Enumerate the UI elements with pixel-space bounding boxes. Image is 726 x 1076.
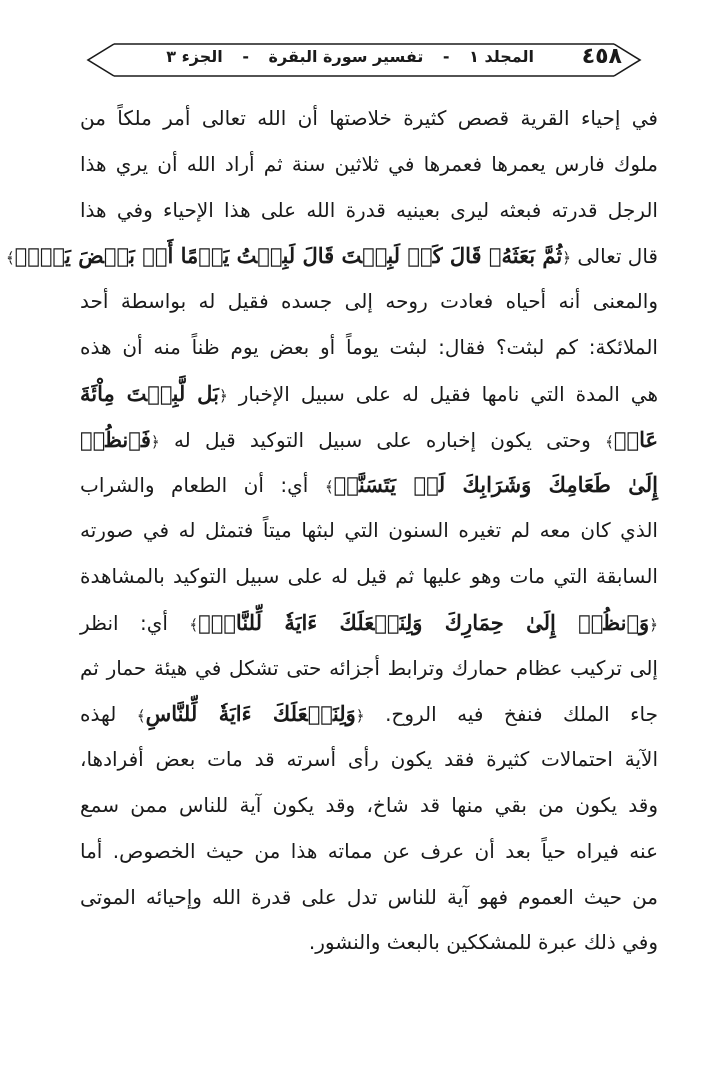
verse-close-ornament: ﴾ <box>189 615 199 634</box>
verse-open-ornament: ﴿ <box>150 432 160 451</box>
quran-verse: بَل لَّبِثۡتَ مِاْئَةَ <box>80 380 219 406</box>
quran-verse: وَٱنظُرۡ إِلَىٰ حِمَارِكَ وَلِنَجۡعَلَكَ ءَايَةٗ لِّلنَّاسِۖ <box>198 609 650 635</box>
quran-verse: عَامٖ <box>613 426 658 452</box>
quran-verse: فَٱنظُرۡ <box>80 426 151 452</box>
text-line <box>80 279 658 325</box>
line-text: الآية احتمالات كثيرة فقد يكون رأى أسرته قد مات بعض أفرادها، <box>80 747 658 772</box>
text-line <box>80 462 658 508</box>
header-separator: - <box>442 47 450 66</box>
text-line <box>80 829 658 875</box>
verse-open-ornament: ﴿ <box>218 386 228 405</box>
line-text: أي: أن الطعام والشراب <box>80 473 309 498</box>
text-line <box>80 371 658 417</box>
line-text: وفي ذلك عبرة للمشككين بالبعث والنشور. <box>308 930 658 955</box>
text-line <box>80 875 658 921</box>
verse-open-ornament: ﴿ <box>649 615 658 634</box>
header-separator: - <box>242 47 249 66</box>
line-text: أي: انظر <box>80 610 168 635</box>
line-text: وحتى يكون إخباره على سبيل التوكيد قيل له <box>173 427 591 452</box>
text-line <box>80 554 658 600</box>
line-text: وقد يكون من بقي منها قد شاخ، وقد يكون آية للناس ممن سمع <box>80 792 658 817</box>
verse-open-ornament: ﴿ <box>355 707 365 726</box>
quran-verse: ثُمَّ بَعَثَهُۥ قَالَ كَمۡ لَبِثۡتَ قَالَ لَبِثۡتُ يَوۡمًا أَوۡ بَعۡضَ يَوۡمٖ <box>14 243 563 269</box>
line-text: جاء الملك فنفخ فيه الروح. <box>385 702 659 727</box>
volume-label: المجلد ١ <box>469 47 534 66</box>
line-text: عنه فيراه حياً بعد أن عرف عن مماته هذا من حيث الخصوص. أما <box>80 838 658 863</box>
verse-close-ornament: ﴾ <box>324 478 334 497</box>
text-line <box>80 646 658 692</box>
part-label: الجزء ٣ <box>166 47 223 66</box>
line-text: ملوك فارس يعمرها فعمرها في ثلاثين سنة ثم أراد الله أن يري هذا <box>80 151 658 176</box>
verse-close-ornament: ﴾ <box>605 432 614 451</box>
running-head-text <box>166 47 534 66</box>
line-text: السابقة التي مات وهو عليها ثم قيل له على سبيل التوكيد بالمشاهدة <box>80 563 658 588</box>
quran-verse: وَلِنَجۡعَلَكَ ءَايَةٗ لِّلنَّاسِ <box>145 701 356 727</box>
book-title: تفسير سورة البقرة <box>268 47 424 66</box>
line-text: هي المدة التي نامها فقيل له على سبيل الإخبار <box>238 381 659 406</box>
text-line <box>80 508 658 554</box>
running-header <box>84 40 644 80</box>
line-text: والمعنى أنه أحياه فعادت روحه إلى جسده فقيل له بواسطة أحد <box>80 289 658 314</box>
text-line <box>80 188 658 234</box>
line-text: لهذه <box>80 702 117 727</box>
quran-verse: إِلَىٰ طَعَامِكَ وَشَرَابِكَ لَمۡ يَتَسَنَّهۡ <box>333 472 658 498</box>
line-text: الذي كان معه لم تغيره السنون التي لبثها ميتاً فتمثل له في صورته <box>80 518 658 543</box>
line-text: الملائكة: كم لبثت؟ فقال: لبثت يوماً أو بعض يوم ظناً منه أن هذه <box>80 334 658 359</box>
line-text: في إحياء القرية قصص كثيرة خلاصتها أن الله تعالى أمر ملكاً من <box>80 106 658 130</box>
text-line <box>80 417 658 463</box>
page-body <box>5 96 659 966</box>
line-text: الرجل قدرته فبعثه ليرى بعينيه قدرة الله على هذا الإحياء وفي هذا <box>80 197 658 222</box>
verse-close-ornament: ﴾ <box>5 249 15 268</box>
line-text: من حيث العموم فهو آية للناس تدل على قدرة الله وإحيائه الموتى <box>80 884 658 909</box>
text-line <box>80 783 658 829</box>
line-text: قال تعالى <box>577 244 658 269</box>
line-text: إلى تركيب عظام حمارك وترابط أجزائه حتى تشكل في هيئة حمار ثم <box>80 655 658 680</box>
text-line <box>80 920 658 966</box>
text-line <box>80 737 658 783</box>
verse-close-ornament: ﴾ <box>136 707 146 726</box>
text-line <box>5 233 658 279</box>
text-line <box>80 325 658 371</box>
text-line <box>80 96 658 142</box>
text-line <box>80 142 658 188</box>
text-line <box>80 691 658 737</box>
text-line <box>80 600 658 646</box>
verse-open-ornament: ﴿ <box>562 249 572 268</box>
page-number: ٤٥٨ <box>581 44 622 69</box>
